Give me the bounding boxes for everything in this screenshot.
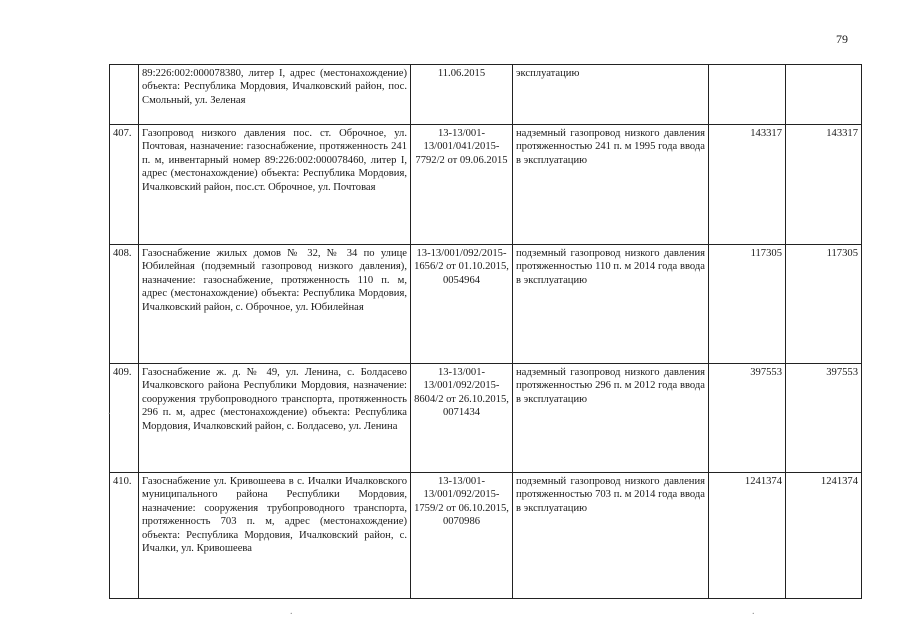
table-row bbox=[110, 473, 862, 599]
registration-record: 13-13/001-13/001/092/2015-8604/2 от 26.10.2015, 0071434 bbox=[411, 364, 513, 473]
table-row bbox=[110, 125, 862, 245]
technical-characteristics: подземный газопровод низкого давления протяженностью 703 п. м 2014 года ввода в эксплуатацию bbox=[513, 473, 709, 599]
balance-value: 117305 bbox=[709, 245, 786, 364]
scan-speck: . bbox=[752, 606, 755, 617]
residual-value: 1241374 bbox=[786, 473, 862, 599]
registration-record: 13-13/001/092/2015-1656/2 от 01.10.2015, 0054964 bbox=[411, 245, 513, 364]
row-number: 410. bbox=[110, 473, 139, 599]
page-number: 79 bbox=[836, 32, 848, 46]
object-description: Газоснабжение ул. Кривошеева в с. Ичалки Ичалковского муниципального района Республики Мордовия, назначение: сооружения трубопроводного транспорта, протяженность 703 п. м, адрес (местонахождение) объекта: Республика Мордовия, Ичалковский район, с. Ичалки, ул. Кривошеева bbox=[139, 473, 411, 599]
residual-value: 117305 bbox=[786, 245, 862, 364]
registration-record: 13-13/001-13/001/092/2015-1759/2 от 06.10.2015, 0070986 bbox=[411, 473, 513, 599]
table-row bbox=[110, 245, 862, 364]
technical-characteristics: надземный газопровод низкого давления протяженностью 296 п. м 2012 года ввода в эксплуатацию bbox=[513, 364, 709, 473]
technical-characteristics: подземный газопровод низкого давления протяженностью 110 п. м 2014 года ввода в эксплуатацию bbox=[513, 245, 709, 364]
table-row bbox=[110, 65, 862, 125]
row-number bbox=[110, 65, 139, 125]
residual-value bbox=[786, 65, 862, 125]
object-description: Газопровод низкого давления пос. ст. Оброчное, ул. Почтовая, назначение: газоснабжение, протяженность 241 п. м, инвентарный номер 89:226:002:000078460, литер I, адрес (местонахождение) объекта: Республика Мордовия, Ичалковский район, пос.ст. Оброчное, ул. Почтовая bbox=[139, 125, 411, 245]
scan-speck: . bbox=[290, 606, 293, 617]
residual-value: 143317 bbox=[786, 125, 862, 245]
table-row bbox=[110, 364, 862, 473]
object-description: Газоснабжение ж. д. № 49, ул. Ленина, с. Болдасево Ичалковского района Республики Мордовия, назначение: сооружения трубопроводного транспорта, протяженность 296 п. м, адрес (местонахождение) объекта: Республика Мордовия, Ичалковский район, с. Болдасево, ул. Ленина bbox=[139, 364, 411, 473]
registration-record: 11.06.2015 bbox=[411, 65, 513, 125]
property-registry-table bbox=[109, 64, 862, 599]
row-number: 407. bbox=[110, 125, 139, 245]
balance-value: 397553 bbox=[709, 364, 786, 473]
object-description: Газоснабжение жилых домов № 32, № 34 по улице Юбилейная (подземный газопровод низкого давления), назначение: газоснабжение, протяженность 110 п. м, адрес (местонахождение) объекта: Республика Мордовия, Ичалковский район, с. Оброчное, ул. Юбилейная bbox=[139, 245, 411, 364]
technical-characteristics: эксплуатацию bbox=[513, 65, 709, 125]
scan-speck: . bbox=[108, 406, 111, 417]
technical-characteristics: надземный газопровод низкого давления протяженностью 241 п. м 1995 года ввода в эксплуатацию bbox=[513, 125, 709, 245]
row-number: 409. bbox=[110, 364, 139, 473]
balance-value: 143317 bbox=[709, 125, 786, 245]
registration-record: 13-13/001-13/001/041/2015-7792/2 от 09.06.2015 bbox=[411, 125, 513, 245]
balance-value bbox=[709, 65, 786, 125]
object-description: 89:226:002:000078380, литер I, адрес (местонахождение) объекта: Республика Мордовия, Ичалковский район, пос. Смольный, ул. Зеленая bbox=[139, 65, 411, 125]
row-number: 408. bbox=[110, 245, 139, 364]
balance-value: 1241374 bbox=[709, 473, 786, 599]
residual-value: 397553 bbox=[786, 364, 862, 473]
